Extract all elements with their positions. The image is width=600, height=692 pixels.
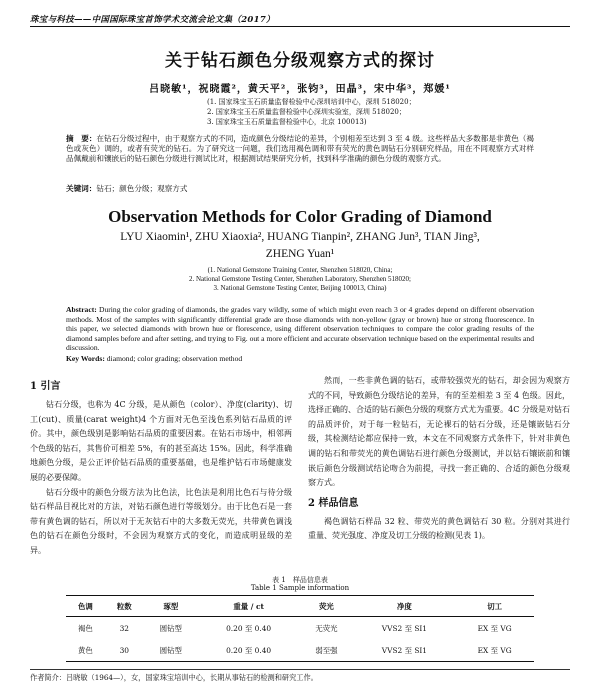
table-cell: 无荧光 <box>315 623 338 633</box>
table-row <box>66 617 534 640</box>
authors-line: ZHENG Yuan¹ <box>265 248 335 260</box>
english-affiliations <box>30 266 570 293</box>
table-cell: 圆钻型 <box>159 623 182 633</box>
table-cell: 0.20 至 0.40 <box>226 623 272 633</box>
english-abstract <box>66 305 534 353</box>
column-header: 净度 <box>354 596 456 617</box>
table-cell: VVS2 至 SI1 <box>381 623 428 633</box>
table-caption-en: Table 1 Sample information <box>250 584 350 592</box>
keywords-text: 钻石；颜色分级；观察方式 <box>96 184 188 193</box>
table-caption-zh: 表 1 样品信息表 <box>272 576 328 584</box>
section-heading-introduction: 1 引言 <box>30 381 61 392</box>
english-authors <box>30 229 570 263</box>
affiliation-line: (1. National Gemstone Training Center, Shenzhen 518020, China; <box>207 266 393 274</box>
abstract-text: 在钻石分级过程中，由于观察方式的不同，造成颜色分级结论的差异，个别相差至达到 3 至 4 级。这些样品大多数都是非黄色（褐色或灰色）调的，或者有荧光的钻石。为了研究这一问题，我们选用褐色调和带有荧光的黄色调钻石分别研究样品，用在不同观察方式对样品佩戴前和镶嵌后的钻石颜色分级进行测试比对，根据测试结果研究分析，找到科学准确的颜色分级的观察方式。 <box>66 134 535 163</box>
column-header: 切工 <box>455 596 534 617</box>
table-cell: EX 至 VG <box>477 623 512 633</box>
table-cell: 黄色 <box>66 639 105 662</box>
body-column-left <box>30 374 292 559</box>
affiliation-line: (1. 国家珠宝玉石质量监督检验中心深圳培训中心，深圳 518020； <box>207 98 416 106</box>
column-header: 色调 <box>66 596 105 617</box>
body-paragraph: 褐色调钻石样品 32 粒、带荧光的黄色调钻石 30 粒。分别对其进行重量、荧光强度、净度及切工分级的检测(见表 1)。 <box>308 516 570 541</box>
affiliation-line: 2. 国家珠宝玉石质量监督检验中心深圳实验室，深圳 518020； <box>207 108 406 116</box>
affiliation-line: 2. National Gemstone Testing Center, Shenzhen Laboratory, Shenzhen 518020; <box>188 275 411 283</box>
table-cell: EX 至 VG <box>455 639 534 662</box>
table-cell: 32 <box>119 623 130 633</box>
chinese-affiliations <box>207 97 416 127</box>
header-rule <box>30 26 570 27</box>
body-paragraph: 然而，一些非黄色调的钻石，或带较强荧光的钻石，却会因为观察方式的不同，导致颜色分级结论的差异，有的至差相差 3 至 4 色级。因此，选择正确的、合适的钻石颜色分级的观察方式尤为重要。4C 分级是对钻石的品质评价，对于每一粒钻石，无论裸石的钻石分级，还是镶嵌钻石分级，其检测结论都应保持一致，本文在不同观察方式条件下，针对非黄色调的钻石和带荧光的黄色调钻石进行颜色分级测试，并以钻石镶嵌前和镶嵌后颜色分级测试结论吻合为前提，寻找一套正确的、合适的颜色分级观察方式。 <box>308 376 570 488</box>
column-header: 重量 / ct <box>198 596 299 617</box>
column-header: 荧光 <box>299 596 353 617</box>
abstract-label: 摘 要： <box>66 134 97 143</box>
table-cell: 圆钻型 <box>144 639 198 662</box>
english-keywords <box>66 354 534 364</box>
authors-line: LYU Xiaomin¹, ZHU Xiaoxia², HUANG Tianpin², ZHANG Jun³, TIAN Jing³, <box>120 231 480 243</box>
table-cell: 弱至强 <box>299 639 353 662</box>
footnote-rule <box>30 669 570 670</box>
body-paragraph: 钻石分级中的颜色分级方法为比色法，比色法是利用比色石与待分级钻石样品目视比对的方法，对钻石颜色进行等级划分。由于比色石是一套带有黄色调的钻石，所以对于无灰钻石中的大多数无荧光，共带黄色调浅色的钻石在颜色分级时，不会因为观察方式的变化，而造成明显级的差异。 <box>30 487 292 555</box>
table-caption <box>30 576 570 592</box>
table-row <box>66 639 534 662</box>
chinese-abstract <box>66 134 534 163</box>
sample-info-table <box>66 595 534 662</box>
table-cell: 0.20 至 0.40 <box>198 639 299 662</box>
table-header-row <box>66 596 534 617</box>
english-title: Observation Methods for Color Grading of Diamond <box>108 207 492 226</box>
abstract-label: Abstract: <box>66 305 97 314</box>
abstract-text: During the color grading of diamonds, the grades vary wildly, some of which might even reach 3 or 4 grades depend on different observation methods. Most of the samples with significantly differential grade are those diamonds with non-yellow (gray or brown) hue or strong fluorescence. In this paper, we selected diamonds with brown hue or florescence, using different observation techniques to compare the color grading results of the diamond samples before and after setting, and trying to Fig. out a more efficient and accurate observation technique based on the experimental results and discussion. <box>66 305 534 353</box>
author-footnote: 作者简介：吕晓敏（1964—），女，国家珠宝培训中心，长期从事钻石的检测和研究工作。 <box>30 673 318 682</box>
chinese-authors: 吕晓敏¹，祝晓霞²，黄天平²，张钧³，田晶³，宋中华³，郑媛¹ <box>149 84 451 95</box>
chinese-keywords <box>66 184 534 194</box>
keywords-text: diamond; color grading; observation method <box>106 354 243 363</box>
table-cell: VVS2 至 SI1 <box>354 639 456 662</box>
body-column-right <box>308 374 570 544</box>
keywords-label: 关键词： <box>66 184 97 193</box>
section-heading-samples: 2 样品信息 <box>308 497 359 509</box>
affiliation-line: 3. National Gemstone Testing Center, Beijing 100013, China) <box>213 284 387 292</box>
affiliation-line: 3. 国家珠宝玉石质量监督检验中心，北京 100013) <box>207 118 367 126</box>
table-cell: 30 <box>105 639 144 662</box>
chinese-title: 关于钻石颜色分级观察方式的探讨 <box>165 51 435 71</box>
table-cell: 褐色 <box>78 623 93 633</box>
column-header: 粒数 <box>105 596 144 617</box>
column-header: 琢型 <box>144 596 198 617</box>
running-head: 珠宝与科技——中国国际珠宝首饰学术交流会论文集（2017） <box>30 15 275 25</box>
body-paragraph: 钻石分级，也称为 4C 分级，是从颜色（color）、净度(clarity)、切工(cut)、质量(carat weight)4 个方面对无色至浅色系列钻石品质的评价。其中，颜色级别是影响钻石品质的重要因素。在钻石市场中，相邻两个色级的钻石，其售价可相差 5%，有的甚至高达 15%。因此，科学准确地颜色分级，是公正评价钻石品质的重要基础，也是维护钻石市场健康发展的必要保障。 <box>30 400 292 482</box>
keywords-label: Key Words: <box>66 354 105 363</box>
